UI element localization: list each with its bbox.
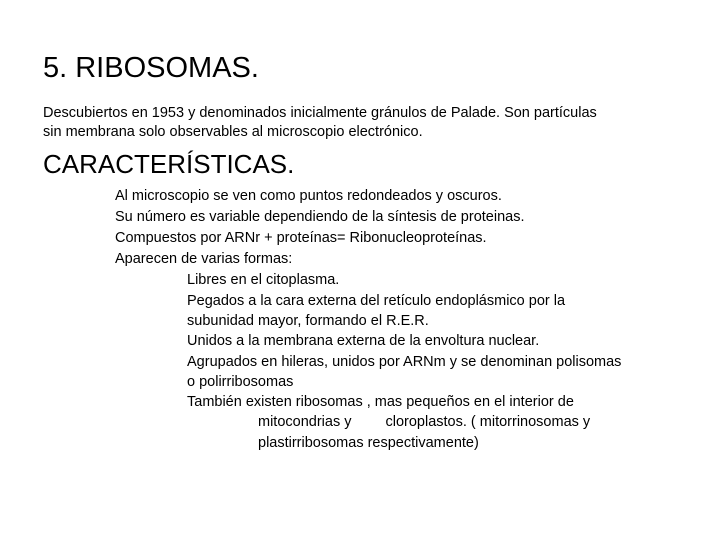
- subform-line-1: [258, 412, 720, 433]
- form-item-unidos: Unidos a la membrana externa de la envoltura nuclear.: [187, 333, 540, 349]
- subform-mitocondrias: mitocondrias y: [258, 414, 352, 430]
- form-item-tambien-line-1: También existen ribosomas , mas pequeños en el interior de: [187, 394, 574, 410]
- form-item-pegados-line-2: subunidad mayor, formando el R.E.R.: [187, 313, 429, 329]
- subform-cloroplastos: cloroplastos. ( mitorrinosomas y: [385, 414, 591, 430]
- form-item-agrupados: [0, 352, 720, 392]
- intro-line-2: sin membrana solo observables al microscopio electrónico.: [43, 124, 423, 140]
- subform-item: [0, 412, 720, 454]
- list-item: Aparecen de varias formas:: [115, 251, 293, 267]
- form-item-libres: Libres en el citoplasma.: [187, 272, 340, 288]
- form-item-agrupados-line-1: Agrupados en hileras, unidos por ARNm y se denominan polisomas: [187, 354, 622, 370]
- intro-line-1: Descubiertos en 1953 y denominados inicialmente gránulos de Palade. Son partículas: [43, 105, 597, 121]
- form-item-pegados: [0, 291, 720, 331]
- list-item: Al microscopio se ven como puntos redondeados y oscuros.: [115, 188, 502, 204]
- subform-line-2: plastirribosomas respectivamente): [258, 435, 479, 451]
- characteristics-list: [0, 186, 720, 454]
- form-item-tambien: [0, 392, 720, 412]
- intro-paragraph: [43, 104, 683, 142]
- slide-title: 5. RIBOSOMAS.: [43, 52, 259, 84]
- list-item: Compuestos por ARNr + proteínas= Ribonucleoproteínas.: [115, 230, 487, 246]
- form-item-agrupados-line-2: o polirribosomas: [187, 374, 294, 390]
- form-item-pegados-line-1: Pegados a la cara externa del retículo endoplásmico por la: [187, 293, 566, 309]
- section-heading: CARACTERÍSTICAS.: [43, 149, 295, 179]
- list-item: Su número es variable dependiendo de la síntesis de proteinas.: [115, 209, 525, 225]
